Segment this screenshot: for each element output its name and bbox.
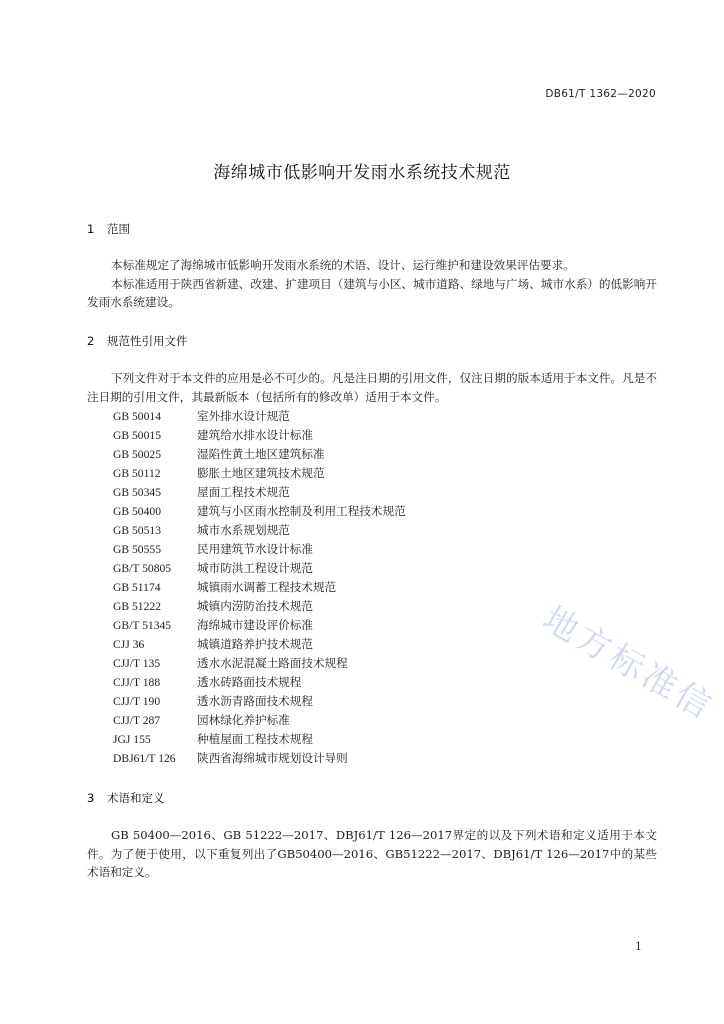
reference-item: [113, 616, 406, 635]
reference-item: [113, 635, 406, 654]
watermark-text: 地方标准信: [536, 598, 721, 729]
reference-code: GB 50400: [113, 505, 161, 518]
reference-code: GB 50513: [113, 524, 161, 537]
section-1-paragraph-2: 本标准适用于陕西省新建、改建、扩建项目（建筑与小区、城市道路、绿地与广场、城市水系）的低影响开发雨水系统建设。: [87, 276, 657, 309]
reference-code: GB/T 51345: [113, 619, 172, 632]
reference-item: [113, 749, 406, 768]
section-1-number: 1: [87, 222, 95, 236]
reference-code: GB 50555: [113, 543, 161, 556]
section-1-heading: [87, 221, 130, 237]
reference-item: [113, 483, 406, 502]
reference-item: [113, 597, 406, 616]
reference-title: 园林绿化养护标准: [197, 713, 290, 727]
reference-title: 海绵城市建设评价标准: [197, 618, 313, 632]
reference-title: 城镇雨水调蓄工程技术规范: [197, 580, 337, 594]
reference-item: [113, 464, 406, 483]
reference-item: [113, 673, 406, 692]
reference-item: [113, 711, 406, 730]
reference-title: 建筑与小区雨水控制及利用工程技术规范: [197, 504, 406, 518]
document-title: 海绵城市低影响开发雨水系统技术规范: [213, 163, 511, 183]
reference-code: CJJ/T 135: [113, 657, 161, 670]
reference-code: CJJ/T 190: [113, 695, 161, 708]
reference-code: CJJ/T 188: [113, 676, 161, 689]
reference-code: CJJ/T 287: [113, 714, 161, 727]
reference-code: CJJ 36: [113, 638, 145, 651]
reference-title: 种植屋面工程技术规程: [197, 732, 313, 746]
reference-code: GB 50014: [113, 410, 161, 423]
reference-title: 湿陷性黄土地区建筑标准: [197, 447, 325, 461]
reference-code: GB 51174: [113, 581, 161, 594]
section-2-heading: [87, 333, 188, 349]
reference-code: GB 50025: [113, 448, 161, 461]
reference-code: GB 50345: [113, 486, 161, 499]
reference-title: 城市水系规划规范: [197, 523, 290, 537]
reference-item: [113, 445, 406, 464]
reference-code: JGJ 155: [113, 733, 151, 746]
reference-code: GB 50112: [113, 467, 161, 480]
section-3-number: 3: [87, 791, 95, 805]
reference-title: 城市防洪工程设计规范: [197, 561, 313, 575]
reference-item: [113, 426, 406, 445]
section-1-paragraph-1: 本标准规定了海绵城市低影响开发雨水系统的术语、设计、运行维护和建设效果评估要求。: [111, 258, 575, 272]
section-3-paragraph: GB 50400—2016、GB 51222—2017、DBJ61/T 126—2017界定的以及下列术语和定义适用于本文件。为了便于使用，以下重复列出了GB50400—2016、GB51222—2017、DBJ61/T 126—2017中的某些术语和定义。: [87, 828, 657, 879]
reference-item: [113, 502, 406, 521]
reference-title: 建筑给水排水设计标准: [197, 428, 313, 442]
reference-item: [113, 654, 406, 673]
normative-reference-list: [113, 407, 406, 768]
section-3-heading: [87, 790, 165, 806]
reference-title: 透水沥青路面技术规程: [197, 694, 313, 708]
section-3-body: [87, 826, 657, 882]
reference-item: [113, 559, 406, 578]
reference-item: [113, 730, 406, 749]
standard-code: DB61/T 1362—2020: [545, 88, 656, 100]
section-2-body: [87, 369, 657, 406]
reference-title: 屋面工程技术规范: [197, 485, 290, 499]
reference-code: GB/T 50805: [113, 562, 172, 575]
reference-title: 陕西省海绵城市规划设计导则: [197, 751, 348, 765]
section-2-paragraph: 下列文件对于本文件的应用是必不可少的。凡是注日期的引用文件，仅注日期的版本适用于本文件。凡是不注日期的引用文件，其最新版本（包括所有的修改单）适用于本文件。: [87, 371, 657, 404]
section-2-title: 规范性引用文件: [107, 334, 188, 348]
reference-title: 室外排水设计规范: [197, 409, 290, 423]
reference-code: DBJ61/T 126: [113, 752, 176, 765]
reference-item: [113, 407, 406, 426]
reference-title: 民用建筑节水设计标准: [197, 542, 313, 556]
reference-code: GB 50015: [113, 429, 161, 442]
reference-title: 透水水泥混凝土路面技术规程: [197, 656, 348, 670]
reference-title: 膨胀土地区建筑技术规范: [197, 466, 325, 480]
reference-item: [113, 578, 406, 597]
reference-item: [113, 692, 406, 711]
reference-title: 城镇内涝防治技术规范: [197, 599, 313, 613]
section-1-title: 范围: [107, 222, 130, 236]
page-number: 1: [635, 940, 642, 953]
reference-item: [113, 540, 406, 559]
section-1-body: [87, 256, 657, 312]
section-3-title: 术语和定义: [107, 791, 165, 805]
reference-title: 透水砖路面技术规程: [197, 675, 302, 689]
section-2-number: 2: [87, 334, 95, 348]
reference-title: 城镇道路养护技术规范: [197, 637, 313, 651]
reference-item: [113, 521, 406, 540]
reference-code: GB 51222: [113, 600, 161, 613]
